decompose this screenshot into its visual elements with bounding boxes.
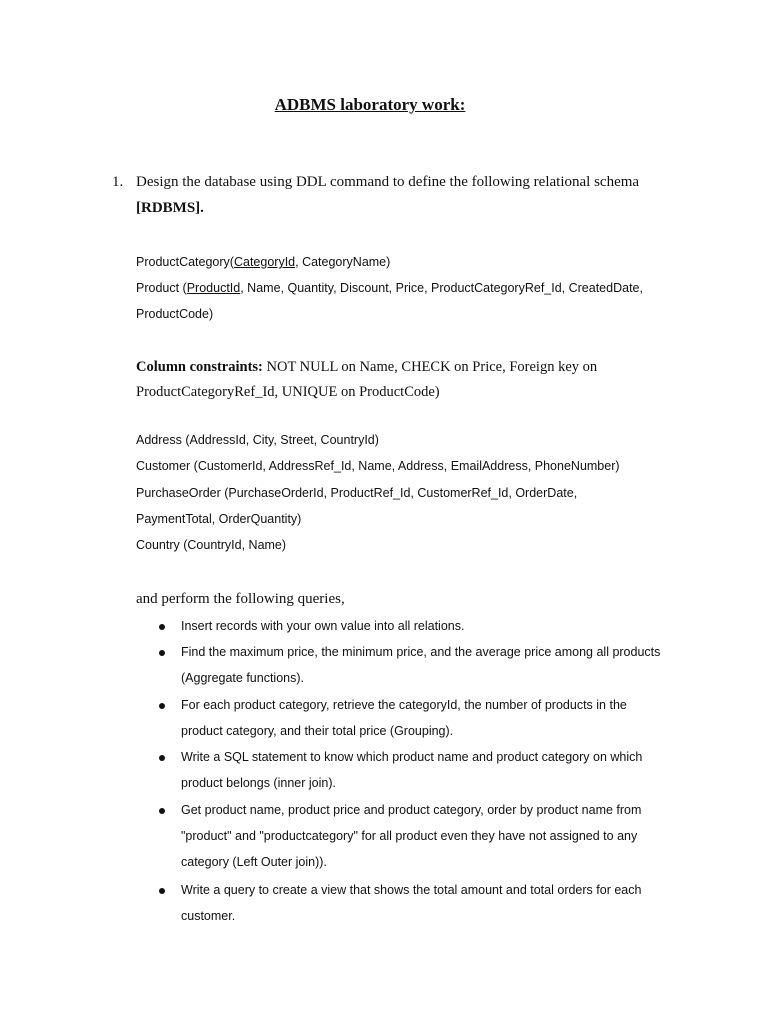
query-line: Insert records with your own value into all relations.	[181, 619, 465, 633]
bullet-icon	[159, 624, 165, 630]
item-text-line1: Design the database using DDL command to define the following relational schema	[136, 174, 640, 190]
pc-rest: , CategoryName)	[295, 255, 391, 269]
schema-productcategory	[136, 255, 390, 269]
pc-prefix: ProductCategory(	[136, 255, 234, 269]
constraints-text1: NOT NULL on Name, CHECK on Price, Foreign key on	[262, 359, 598, 375]
queries-intro: and perform the following queries,	[136, 591, 345, 607]
bullet-icon	[159, 650, 165, 656]
query-line: (Aggregate functions).	[181, 671, 304, 685]
schema-product-line2: ProductCode)	[136, 307, 214, 321]
query-line: product belongs (inner join).	[181, 776, 336, 790]
query-line: Write a query to create a view that shows the total amount and total orders for each	[181, 883, 642, 897]
query-line: product category, and their total price (Grouping).	[181, 724, 454, 738]
p-rest: , Name, Quantity, Discount, Price, ProductCategoryRef_Id, CreatedDate,	[240, 281, 643, 295]
p-prefix: Product (	[136, 281, 187, 295]
bullet-icon	[159, 755, 165, 761]
schema-purchaseorder: PurchaseOrder (PurchaseOrderId, ProductRef_Id, CustomerRef_Id, OrderDate,	[136, 486, 578, 500]
query-line: category (Left Outer join)).	[181, 855, 327, 869]
query-line: "product" and "productcategory" for all product even they have not assigned to any	[181, 829, 638, 843]
query-line: For each product category, retrieve the categoryId, the number of products in the	[181, 698, 627, 712]
schema-product	[136, 281, 643, 295]
constraints-line1	[136, 359, 597, 376]
schema-customer: Customer (CustomerId, AddressRef_Id, Name, Address, EmailAddress, PhoneNumber)	[136, 459, 620, 473]
schema-country: Country (CountryId, Name)	[136, 538, 287, 552]
bullet-icon	[159, 703, 165, 709]
pc-primary-key: CategoryId	[233, 255, 296, 269]
item-text-line2: [RDBMS].	[136, 200, 204, 216]
query-line: Find the maximum price, the minimum price, and the average price among all products	[181, 645, 661, 659]
schema-address: Address (AddressId, City, Street, CountryId)	[136, 433, 379, 447]
query-line: Get product name, product price and product category, order by product name from	[181, 803, 642, 817]
p-primary-key: ProductId	[186, 281, 241, 295]
query-line: customer.	[181, 909, 236, 923]
bullet-icon	[159, 808, 165, 814]
item-number: 1.	[112, 174, 124, 190]
document-title: ADBMS laboratory work:	[274, 95, 466, 114]
schema-purchaseorder-line2: PaymentTotal, OrderQuantity)	[136, 512, 302, 526]
query-line: Write a SQL statement to know which product name and product category on which	[181, 750, 643, 764]
constraints-label: Column constraints:	[136, 359, 263, 375]
constraints-line2: ProductCategoryRef_Id, UNIQUE on ProductCode)	[136, 384, 440, 400]
bullet-icon	[159, 888, 165, 894]
